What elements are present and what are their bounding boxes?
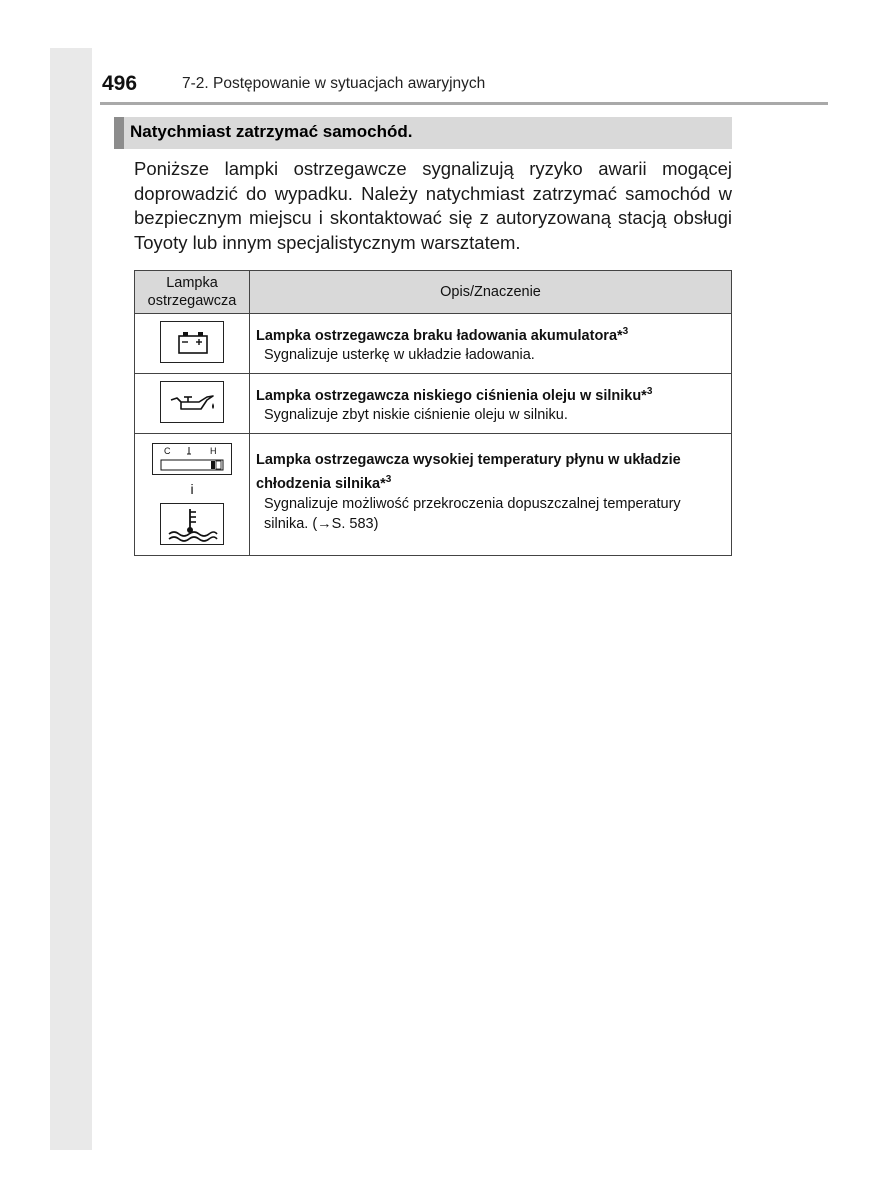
gauge-cold-label: C — [164, 445, 171, 456]
lamp-title — [256, 322, 725, 346]
lamp-title — [256, 450, 725, 494]
table-header-row — [135, 271, 732, 314]
lamp-title-text: Lampka ostrzegawcza wysokiej temperatury płynu w układzie chłodzenia silnika* — [256, 452, 681, 492]
section-title: Natychmiast zatrzymać samochód. — [130, 122, 413, 141]
table-row — [135, 374, 732, 434]
side-band — [50, 48, 92, 1150]
header-lamp-line1: Lampka — [166, 275, 218, 291]
footnote-ref: 3 — [646, 385, 653, 397]
lamp-description-cell — [250, 434, 732, 556]
table-row — [135, 314, 732, 374]
header-lamp — [135, 271, 250, 314]
lamp-icon-cell — [135, 434, 250, 556]
lamp-description-cell — [250, 374, 732, 434]
footnote-ref: 3 — [622, 325, 629, 337]
oil-pressure-warning-icon — [160, 381, 224, 423]
page-header — [100, 70, 828, 105]
warning-lamps-table — [134, 270, 732, 556]
lamp-description: Sygnalizuje usterkę w układzie ładowania. — [264, 347, 535, 364]
page-number: 496 — [102, 72, 138, 95]
lamp-title-text: Lampka ostrzegawcza braku ładowania akumulatora* — [256, 327, 623, 344]
lamp-description: Sygnalizuje możliwość przekroczenia dopuszczalnej temperatury silnika. (→S. 583) — [264, 495, 681, 532]
chapter-title: 7-2. Postępowanie w sytuacjach awaryjnych — [182, 75, 486, 92]
table-row — [135, 434, 732, 556]
header-lamp-line2: ostrzegawcza — [147, 293, 237, 309]
lamp-title-text: Lampka ostrzegawcza niskiego ciśnienia oleju w silniku* — [256, 387, 647, 404]
header-description: Opis/Znaczenie — [250, 271, 732, 314]
coolant-temperature-warning-icon — [160, 503, 224, 545]
temperature-gauge-icon — [152, 443, 232, 475]
section-accent — [114, 117, 124, 149]
section-heading-bar — [114, 117, 732, 149]
or-label: i — [190, 480, 194, 497]
battery-charge-warning-icon — [160, 321, 224, 363]
gauge-hot-label: H — [210, 445, 217, 456]
footnote-ref: 3 — [385, 474, 392, 485]
lamp-icon-cell — [135, 374, 250, 434]
lamp-title — [256, 382, 725, 406]
lamp-description: Sygnalizuje zbyt niskie ciśnienie oleju w silniku. — [264, 407, 568, 424]
lamp-icon-cell — [135, 314, 250, 374]
lamp-description-cell — [250, 314, 732, 374]
intro-paragraph: Poniższe lampki ostrzegawcze sygnalizują ryzyko awarii mogącej doprowadzić do wypadku. Należy natychmiast zatrzymać samochód w bezpiecznym miejscu i skontaktować się z autoryzowaną stacją obsługi Toyoty lub innym specjalistycznym warsztatem. — [134, 158, 732, 253]
